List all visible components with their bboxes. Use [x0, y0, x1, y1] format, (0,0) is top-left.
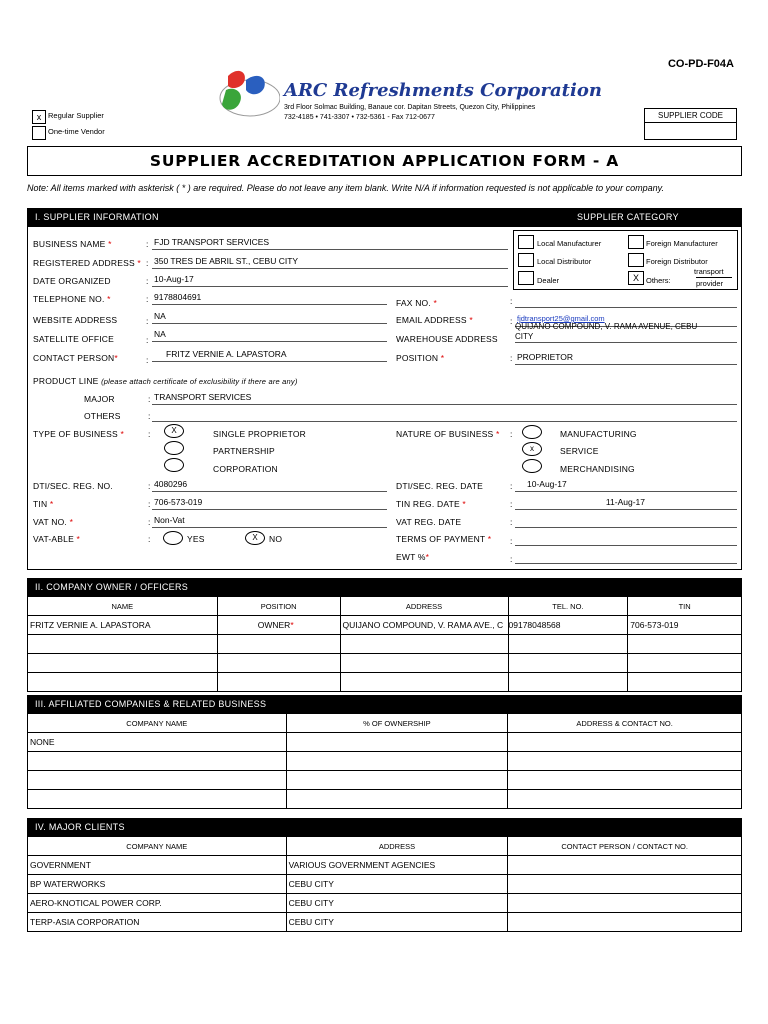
corporation-label: CORPORATION	[213, 464, 278, 474]
table-cell[interactable]	[340, 673, 508, 692]
colon: :	[146, 294, 149, 304]
contact-person-field[interactable]: FRITZ VERNIE A. LAPASTORA	[152, 348, 387, 362]
vatable-no-radio[interactable]: X	[245, 531, 265, 545]
warehouse-label: WAREHOUSE ADDRESS	[396, 334, 498, 344]
table-cell[interactable]	[286, 752, 508, 771]
table-cell[interactable]: BP WATERWORKS	[28, 875, 287, 894]
category-foreign-manufacturer-checkbox[interactable]	[628, 235, 644, 249]
business-name-field[interactable]: FJD TRANSPORT SERVICES	[152, 236, 508, 250]
table-cell[interactable]	[508, 771, 742, 790]
table-header-row	[28, 714, 742, 733]
col-header: TIN	[628, 597, 742, 616]
colon: :	[148, 517, 151, 527]
table-cell[interactable]	[286, 771, 508, 790]
table-cell[interactable]	[508, 894, 742, 913]
email-label: EMAIL ADDRESS *	[396, 315, 473, 325]
colon: :	[510, 429, 513, 439]
table-cell[interactable]	[28, 790, 287, 809]
dti-reg-no-label: DTI/SEC. REG. NO.	[33, 481, 113, 491]
section3-header: III. AFFILIATED COMPANIES & RELATED BUSINESS	[27, 695, 742, 713]
date-organized-field[interactable]: 10-Aug-17	[152, 273, 508, 287]
supplier-code-label: SUPPLIER CODE	[645, 109, 736, 123]
colon: :	[146, 258, 149, 268]
table-cell[interactable]: VARIOUS GOVERNMENT AGENCIES	[286, 856, 508, 875]
colon: :	[510, 499, 513, 509]
regular-supplier-label: Regular Supplier	[48, 111, 104, 120]
fax-field[interactable]	[515, 294, 737, 308]
website-label: WEBSITE ADDRESS	[33, 315, 118, 325]
merchandising-label: MERCHANDISING	[560, 464, 635, 474]
section4-header: IV. MAJOR CLIENTS	[27, 818, 742, 836]
arc-logo-icon	[210, 66, 280, 118]
table-cell[interactable]: CEBU CITY	[286, 894, 508, 913]
table-cell[interactable]	[286, 733, 508, 752]
table-row	[28, 654, 742, 673]
clients-table	[27, 836, 742, 932]
category-local-manufacturer-label: Local Manufacturer	[537, 239, 602, 248]
colon: :	[148, 534, 151, 544]
category-others-value-1: transport	[694, 267, 724, 276]
category-others-label: Others:	[646, 276, 671, 285]
table-header-row	[28, 597, 742, 616]
others-label: OTHERS	[84, 411, 121, 421]
table-cell[interactable]	[508, 673, 628, 692]
table-cell[interactable]: AERO-KNOTICAL POWER CORP.	[28, 894, 287, 913]
supplier-code-box[interactable]	[644, 108, 737, 140]
type-of-business-label: TYPE OF BUSINESS *	[33, 429, 124, 439]
officers-table	[27, 596, 742, 692]
table-cell[interactable]	[508, 790, 742, 809]
warehouse-line1: QUIJANO COMPOUND, V. RAMA AVENUE, CEBU	[515, 322, 698, 331]
position-label: POSITION *	[396, 353, 445, 363]
table-row	[28, 875, 742, 894]
table-cell[interactable]: 09178048568	[508, 616, 628, 635]
col-header: % OF OWNERSHIP	[286, 714, 508, 733]
product-line-label: PRODUCT LINE (please attach certificate of exclusibility if there are any)	[33, 376, 298, 386]
table-row	[28, 856, 742, 875]
category-foreign-distributor-checkbox[interactable]	[628, 253, 644, 267]
vat-no-field[interactable]: Non-Vat	[152, 514, 387, 528]
table-cell[interactable]: QUIJANO COMPOUND, V. RAMA AVE., C	[340, 616, 508, 635]
table-cell[interactable]	[628, 654, 742, 673]
colon: :	[146, 316, 149, 326]
form-note: Note: All items marked with askterisk ( * ) are required. Please do not leave any item blank. Write N/A if information requested is not applicable to your company.	[27, 183, 664, 193]
onetime-vendor-checkbox[interactable]	[32, 126, 46, 140]
col-header: COMPANY NAME	[28, 837, 287, 856]
colon: :	[510, 536, 513, 546]
date-organized-label: DATE ORGANIZED	[33, 276, 111, 286]
company-address: 3rd Floor Solmac Building, Banaue cor. Dapitan Streets, Quezon City, Philippines	[284, 104, 536, 111]
col-header: ADDRESS	[340, 597, 508, 616]
colon: :	[148, 394, 151, 404]
vatable-yes-radio[interactable]	[163, 531, 183, 545]
tin-reg-date-field[interactable]: 11-Aug-17	[515, 496, 737, 510]
table-cell[interactable]	[28, 673, 218, 692]
colon: :	[510, 554, 513, 564]
fax-label: FAX NO. *	[396, 298, 438, 308]
table-cell[interactable]	[508, 654, 628, 673]
section2-header: II. COMPANY OWNER / OFFICERS	[27, 578, 742, 596]
supplier-category-title: SUPPLIER CATEGORY	[577, 212, 679, 222]
table-cell[interactable]: TERP-ASIA CORPORATION	[28, 913, 287, 932]
category-others-value-2: provider	[696, 277, 732, 288]
category-local-manufacturer-checkbox[interactable]	[518, 235, 534, 249]
table-cell[interactable]	[28, 771, 287, 790]
table-row	[28, 771, 742, 790]
company-logo	[210, 66, 280, 118]
terms-of-payment-field[interactable]	[515, 532, 737, 546]
service-radio[interactable]: x	[522, 442, 542, 456]
colon: :	[148, 429, 151, 439]
col-header: COMPANY NAME	[28, 714, 287, 733]
dti-reg-date-label: DTI/SEC. REG. DATE	[396, 481, 484, 491]
position-field[interactable]: PROPRIETOR	[515, 351, 737, 365]
registered-address-label: REGISTERED ADDRESS *	[33, 258, 141, 268]
partnership-radio[interactable]	[164, 441, 184, 455]
email-field[interactable]: fjdtransport25@gmail.com	[515, 313, 737, 327]
colon: :	[148, 411, 151, 421]
category-foreign-distributor-label: Foreign Distributor	[646, 257, 708, 266]
category-others-checkbox[interactable]: X	[628, 271, 644, 285]
onetime-vendor-label: One-time Vendor	[48, 127, 105, 136]
corporation-radio[interactable]	[164, 458, 184, 472]
table-cell[interactable]	[217, 635, 340, 654]
ewt-field[interactable]	[515, 550, 737, 564]
col-header: POSITION	[217, 597, 340, 616]
colon: :	[148, 481, 151, 491]
table-cell[interactable]: CEBU CITY	[286, 875, 508, 894]
table-cell[interactable]	[340, 635, 508, 654]
table-cell[interactable]	[508, 635, 628, 654]
major-field[interactable]: TRANSPORT SERVICES	[152, 391, 737, 405]
vat-no-label: VAT NO. *	[33, 517, 74, 527]
website-field[interactable]: NA	[152, 310, 387, 324]
table-row	[28, 894, 742, 913]
affiliated-table	[27, 713, 742, 809]
satellite-field[interactable]: NA	[152, 328, 387, 342]
others-field[interactable]	[152, 408, 737, 422]
table-cell[interactable]: 706-573-019	[628, 616, 742, 635]
col-header: CONTACT PERSON / CONTACT NO.	[508, 837, 742, 856]
form-title: SUPPLIER ACCREDITATION APPLICATION FORM - A	[27, 146, 742, 176]
table-cell[interactable]: FRITZ VERNIE A. LAPASTORA	[28, 616, 218, 635]
merchandising-radio[interactable]	[522, 459, 542, 473]
category-dealer-checkbox[interactable]	[518, 271, 534, 285]
category-foreign-manufacturer-label: Foreign Manufacturer	[646, 239, 718, 248]
category-local-distributor-label: Local Distributor	[537, 257, 592, 266]
ewt-label: EWT %*	[396, 552, 430, 562]
major-label: MAJOR	[84, 394, 115, 404]
table-cell[interactable]	[508, 752, 742, 771]
table-cell[interactable]	[628, 635, 742, 654]
single-proprietor-label: SINGLE PROPRIETOR	[213, 429, 306, 439]
table-cell[interactable]: OWNER*	[217, 616, 340, 635]
single-proprietor-radio[interactable]: X	[164, 424, 184, 438]
vatable-no-label: NO	[269, 534, 283, 544]
table-cell[interactable]	[217, 673, 340, 692]
registered-address-field[interactable]: 350 TRES DE ABRIL ST., CEBU CITY	[152, 255, 508, 269]
table-row	[28, 790, 742, 809]
col-header: NAME	[28, 597, 218, 616]
col-header: ADDRESS & CONTACT NO.	[508, 714, 742, 733]
colon: :	[510, 353, 513, 363]
table-row	[28, 913, 742, 932]
table-cell[interactable]	[28, 654, 218, 673]
table-cell[interactable]	[508, 875, 742, 894]
tin-field[interactable]: 706-573-019	[152, 496, 387, 510]
table-cell[interactable]	[508, 856, 742, 875]
colon: :	[510, 316, 513, 326]
table-row	[28, 616, 742, 635]
table-row	[28, 673, 742, 692]
telephone-field[interactable]: 9178804691	[152, 291, 387, 305]
colon: :	[148, 499, 151, 509]
terms-of-payment-label: TERMS OF PAYMENT *	[396, 534, 492, 544]
dti-reg-date-field[interactable]: 10-Aug-17	[515, 478, 737, 492]
table-cell[interactable]	[508, 733, 742, 752]
table-cell[interactable]	[628, 673, 742, 692]
telephone-label: TELEPHONE NO. *	[33, 294, 111, 304]
colon: :	[146, 239, 149, 249]
warehouse-line2: CITY	[515, 332, 534, 341]
regular-supplier-checkbox[interactable]: x	[32, 110, 46, 124]
table-cell[interactable]	[286, 790, 508, 809]
section1-title: I. SUPPLIER INFORMATION	[35, 212, 159, 222]
table-cell[interactable]	[508, 913, 742, 932]
category-local-distributor-checkbox[interactable]	[518, 253, 534, 267]
vatable-label: VAT-ABLE *	[33, 534, 81, 544]
section1-header	[27, 208, 742, 226]
service-label: SERVICE	[560, 446, 599, 456]
tin-reg-date-label: TIN REG. DATE *	[396, 499, 466, 509]
colon: :	[146, 355, 149, 365]
colon: :	[510, 481, 513, 491]
table-cell[interactable]	[28, 635, 218, 654]
col-header: ADDRESS	[286, 837, 508, 856]
vat-reg-date-field[interactable]	[515, 514, 737, 528]
tin-label: TIN *	[33, 499, 54, 509]
vatable-yes-label: YES	[187, 534, 205, 544]
col-header: TEL. NO.	[508, 597, 628, 616]
business-name-label: BUSINESS NAME *	[33, 239, 112, 249]
manufacturing-label: MANUFACTURING	[560, 429, 637, 439]
table-cell[interactable]	[28, 752, 287, 771]
colon: :	[510, 296, 513, 306]
table-row	[28, 733, 742, 752]
table-cell[interactable]: GOVERNMENT	[28, 856, 287, 875]
satellite-label: SATELLITE OFFICE	[33, 334, 114, 344]
partnership-label: PARTNERSHIP	[213, 446, 275, 456]
doc-code: CO-PD-F04A	[667, 58, 734, 70]
manufacturing-radio[interactable]	[522, 425, 542, 439]
table-cell[interactable]	[340, 654, 508, 673]
table-cell[interactable]: NONE	[28, 733, 287, 752]
colon: :	[146, 335, 149, 345]
table-header-row	[28, 837, 742, 856]
contact-person-label: CONTACT PERSON*	[33, 353, 118, 363]
colon: :	[146, 276, 149, 286]
category-dealer-label: Dealer	[537, 276, 560, 285]
dti-reg-no-field[interactable]: 4080296	[152, 478, 387, 492]
company-phones: 732-4185 • 741-3307 • 732-5361 - Fax 712-0677	[284, 114, 435, 121]
table-row	[28, 635, 742, 654]
warehouse-field[interactable]	[515, 322, 737, 343]
table-cell[interactable]: CEBU CITY	[286, 913, 508, 932]
colon: :	[510, 517, 513, 527]
vat-reg-date-label: VAT REG. DATE	[396, 517, 462, 527]
nature-of-business-label: NATURE OF BUSINESS *	[396, 429, 500, 439]
company-name: ARC Refreshments Corporation	[284, 80, 602, 101]
table-row	[28, 752, 742, 771]
table-cell[interactable]	[217, 654, 340, 673]
